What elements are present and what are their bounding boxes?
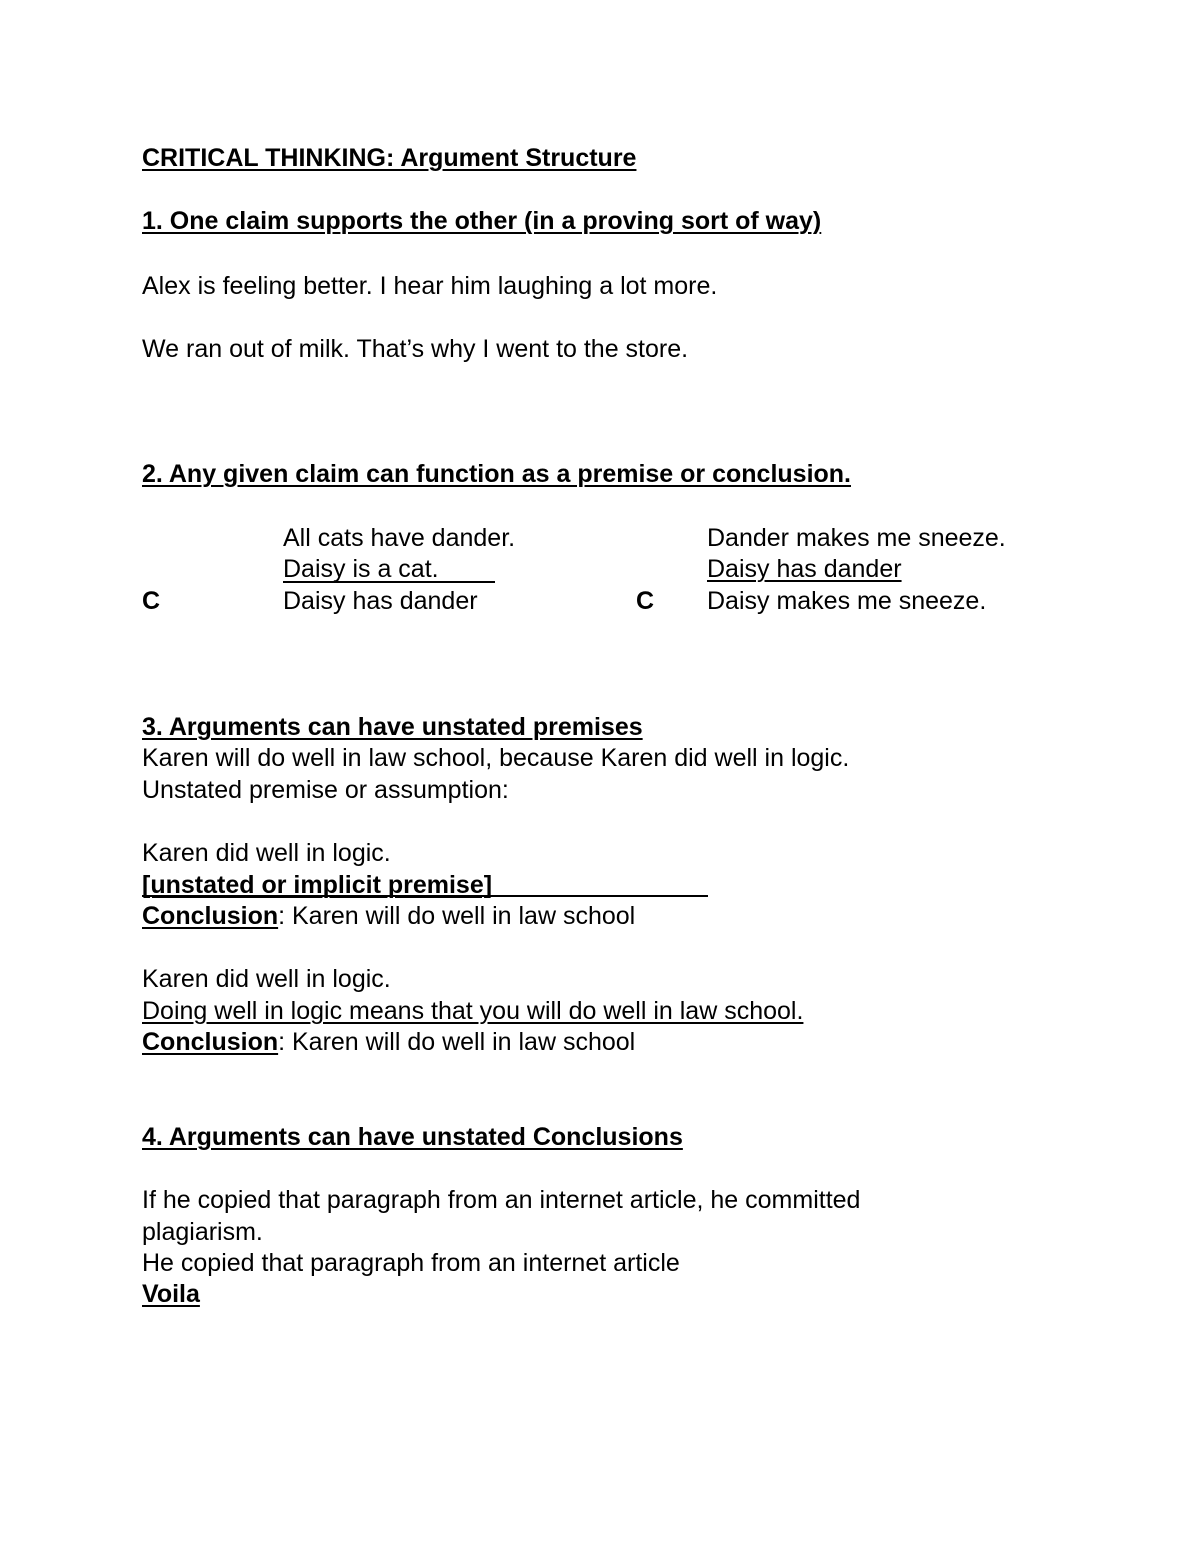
unstated-premise-underline xyxy=(142,895,708,897)
section-3-line-1: Karen will do well in law school, because Karen did well in logic. xyxy=(142,744,850,772)
left-conclusion-marker: C xyxy=(142,587,161,615)
example-1-conclusion xyxy=(142,904,635,929)
right-premise-2: Daisy has dander xyxy=(707,555,902,583)
section-4-line-3: He copied that paragraph from an internet article xyxy=(142,1249,680,1277)
right-conclusion-marker: C xyxy=(636,587,655,615)
section-1-example-1: Alex is feeling better. I hear him laughing a lot more. xyxy=(142,272,718,300)
example-2-conclusion-text: : Karen will do well in law school xyxy=(278,1028,636,1056)
section-1-heading: 1. One claim supports the other (in a proving sort of way) xyxy=(142,207,822,235)
section-4-line-2: plagiarism. xyxy=(142,1218,263,1246)
example-2-premise: Karen did well in logic. xyxy=(142,965,391,993)
voila-text: Voila xyxy=(142,1280,200,1308)
left-premise-1: All cats have dander. xyxy=(283,524,516,552)
document-title: CRITICAL THINKING: Argument Structure xyxy=(142,144,637,172)
left-premise-underline xyxy=(283,581,495,583)
section-2-heading: 2. Any given claim can function as a premise or conclusion. xyxy=(142,460,851,488)
right-conclusion: Daisy makes me sneeze. xyxy=(707,587,987,615)
left-premise-2: Daisy is a cat. xyxy=(283,555,439,583)
example-1-conclusion-label: Conclusion xyxy=(142,902,279,930)
left-conclusion: Daisy has dander xyxy=(283,587,478,615)
right-premise-1: Dander makes me sneeze. xyxy=(707,524,1006,552)
section-3-line-2: Unstated premise or assumption: xyxy=(142,776,509,804)
example-1-conclusion-text: : Karen will do well in law school xyxy=(278,902,636,930)
example-2-premise-2: Doing well in logic means that you will do well in law school. xyxy=(142,997,804,1025)
section-1-example-2: We ran out of milk. That’s why I went to the store. xyxy=(142,335,689,363)
example-1-premise: Karen did well in logic. xyxy=(142,839,391,867)
example-2-conclusion-label: Conclusion xyxy=(142,1028,279,1056)
section-3-heading: 3. Arguments can have unstated premises xyxy=(142,713,643,741)
section-4-line-1: If he copied that paragraph from an internet article, he committed xyxy=(142,1186,861,1214)
example-1-unstated-premise: [unstated or implicit premise] xyxy=(142,871,493,899)
section-4-heading: 4. Arguments can have unstated Conclusions xyxy=(142,1123,683,1151)
example-2-conclusion xyxy=(142,1030,635,1055)
